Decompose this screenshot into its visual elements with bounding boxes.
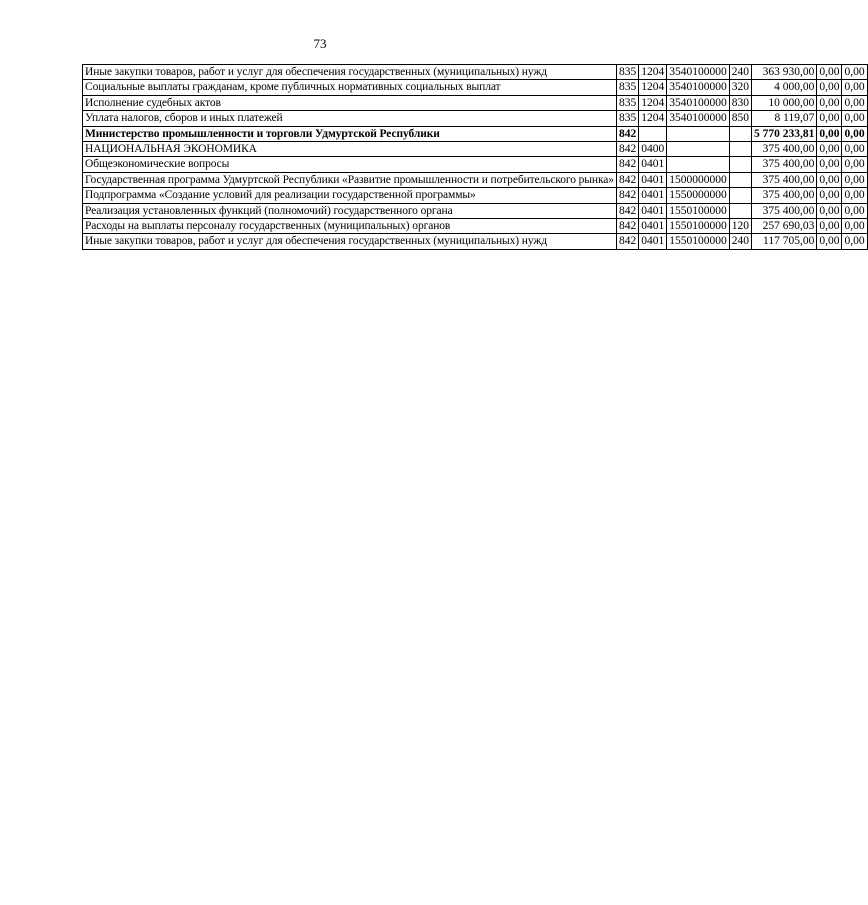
row-sum-1: 363 930,00 (751, 65, 816, 80)
table-row (83, 234, 868, 249)
row-name: Государственная программа Удмуртской Республики «Развитие промышленности и потребительского рынка» (83, 172, 617, 187)
table-row (83, 142, 868, 157)
row-sum-1: 117 705,00 (751, 234, 816, 249)
row-code-cs: 1500000000 (667, 172, 730, 187)
row-name: Подпрограмма «Создание условий для реализации государственной программы» (83, 188, 617, 203)
row-sum-2: 0,00 (817, 234, 842, 249)
table-row (83, 126, 868, 141)
row-code-rz: 0401 (639, 219, 667, 234)
row-code-gr: 842 (616, 157, 638, 172)
table-row (83, 157, 868, 172)
row-code-rz: 0401 (639, 157, 667, 172)
row-code-cs: 3540100000 (667, 80, 730, 95)
row-code-rz: 1204 (639, 65, 667, 80)
row-code-cs: 3540100000 (667, 65, 730, 80)
row-code-gr: 835 (616, 65, 638, 80)
table-row (83, 188, 868, 203)
row-sum-3: 0,00 (842, 157, 867, 172)
row-code-rz: 1204 (639, 80, 667, 95)
row-code-gr: 842 (616, 188, 638, 203)
table-row (83, 203, 868, 218)
row-code-vr (729, 172, 751, 187)
row-code-vr: 240 (729, 65, 751, 80)
row-sum-2: 0,00 (817, 142, 842, 157)
row-sum-1: 375 400,00 (751, 157, 816, 172)
row-code-gr: 842 (616, 172, 638, 187)
row-code-gr: 842 (616, 234, 638, 249)
row-sum-3: 0,00 (842, 111, 867, 126)
row-sum-3: 0,00 (842, 234, 867, 249)
row-sum-3: 0,00 (842, 65, 867, 80)
row-code-rz: 0401 (639, 188, 667, 203)
row-code-cs: 3540100000 (667, 95, 730, 110)
row-sum-2: 0,00 (817, 188, 842, 203)
row-sum-3: 0,00 (842, 95, 867, 110)
row-code-rz: 0401 (639, 234, 667, 249)
row-code-rz: 0401 (639, 203, 667, 218)
row-name: Исполнение судебных актов (83, 95, 617, 110)
row-sum-3: 0,00 (842, 188, 867, 203)
row-code-vr: 240 (729, 234, 751, 249)
row-sum-2: 0,00 (817, 111, 842, 126)
row-sum-2: 0,00 (817, 203, 842, 218)
row-code-cs: 1550100000 (667, 203, 730, 218)
row-name: Иные закупки товаров, работ и услуг для обеспечения государственных (муниципальных) нужд (83, 234, 617, 249)
row-code-gr: 842 (616, 203, 638, 218)
row-code-vr: 850 (729, 111, 751, 126)
row-sum-2: 0,00 (817, 219, 842, 234)
row-sum-1: 5 770 233,81 (751, 126, 816, 141)
row-code-gr: 835 (616, 95, 638, 110)
row-code-vr (729, 188, 751, 203)
row-sum-3: 0,00 (842, 126, 867, 141)
row-code-gr: 842 (616, 142, 638, 157)
row-sum-1: 375 400,00 (751, 172, 816, 187)
row-name: НАЦИОНАЛЬНАЯ ЭКОНОМИКА (83, 142, 617, 157)
row-sum-1: 375 400,00 (751, 188, 816, 203)
row-code-rz: 0401 (639, 172, 667, 187)
row-sum-1: 8 119,07 (751, 111, 816, 126)
row-name: Социальные выплаты гражданам, кроме публичных нормативных социальных выплат (83, 80, 617, 95)
row-code-cs (667, 157, 730, 172)
row-code-vr: 830 (729, 95, 751, 110)
row-code-vr (729, 126, 751, 141)
row-code-cs (667, 126, 730, 141)
row-sum-1: 10 000,00 (751, 95, 816, 110)
row-name: Министерство промышленности и торговли Удмуртской Республики (83, 126, 617, 141)
row-sum-3: 0,00 (842, 219, 867, 234)
row-code-gr: 835 (616, 80, 638, 95)
row-sum-2: 0,00 (817, 157, 842, 172)
row-sum-3: 0,00 (842, 142, 867, 157)
table-row (83, 80, 868, 95)
row-sum-3: 0,00 (842, 203, 867, 218)
row-code-vr: 120 (729, 219, 751, 234)
row-code-gr: 842 (616, 126, 638, 141)
budget-table (82, 64, 868, 250)
row-sum-3: 0,00 (842, 172, 867, 187)
table-row (83, 111, 868, 126)
row-code-gr: 835 (616, 111, 638, 126)
row-sum-1: 257 690,03 (751, 219, 816, 234)
row-name: Реализация установленных функций (полномочий) государственного органа (83, 203, 617, 218)
row-code-vr: 320 (729, 80, 751, 95)
row-sum-2: 0,00 (817, 65, 842, 80)
row-sum-3: 0,00 (842, 80, 867, 95)
row-code-cs: 3540100000 (667, 111, 730, 126)
table-row (83, 95, 868, 110)
row-sum-1: 4 000,00 (751, 80, 816, 95)
row-sum-1: 375 400,00 (751, 203, 816, 218)
row-sum-2: 0,00 (817, 126, 842, 141)
table-row (83, 172, 868, 187)
row-code-rz: 1204 (639, 111, 667, 126)
row-sum-1: 375 400,00 (751, 142, 816, 157)
row-code-cs: 1550100000 (667, 234, 730, 249)
row-code-cs (667, 142, 730, 157)
table-row (83, 65, 868, 80)
row-name: Иные закупки товаров, работ и услуг для обеспечения государственных (муниципальных) нужд (83, 65, 617, 80)
row-name: Расходы на выплаты персоналу государственных (муниципальных) органов (83, 219, 617, 234)
row-code-rz: 0400 (639, 142, 667, 157)
row-code-gr: 842 (616, 219, 638, 234)
row-name: Общеэкономические вопросы (83, 157, 617, 172)
row-code-vr (729, 157, 751, 172)
row-code-cs: 1550000000 (667, 188, 730, 203)
row-sum-2: 0,00 (817, 172, 842, 187)
row-code-vr (729, 203, 751, 218)
row-code-rz (639, 126, 667, 141)
row-sum-2: 0,00 (817, 95, 842, 110)
page-number: 73 (313, 36, 327, 51)
row-code-vr (729, 142, 751, 157)
row-sum-2: 0,00 (817, 80, 842, 95)
row-code-cs: 1550100000 (667, 219, 730, 234)
table-row (83, 219, 868, 234)
row-code-rz: 1204 (639, 95, 667, 110)
row-name: Уплата налогов, сборов и иных платежей (83, 111, 617, 126)
